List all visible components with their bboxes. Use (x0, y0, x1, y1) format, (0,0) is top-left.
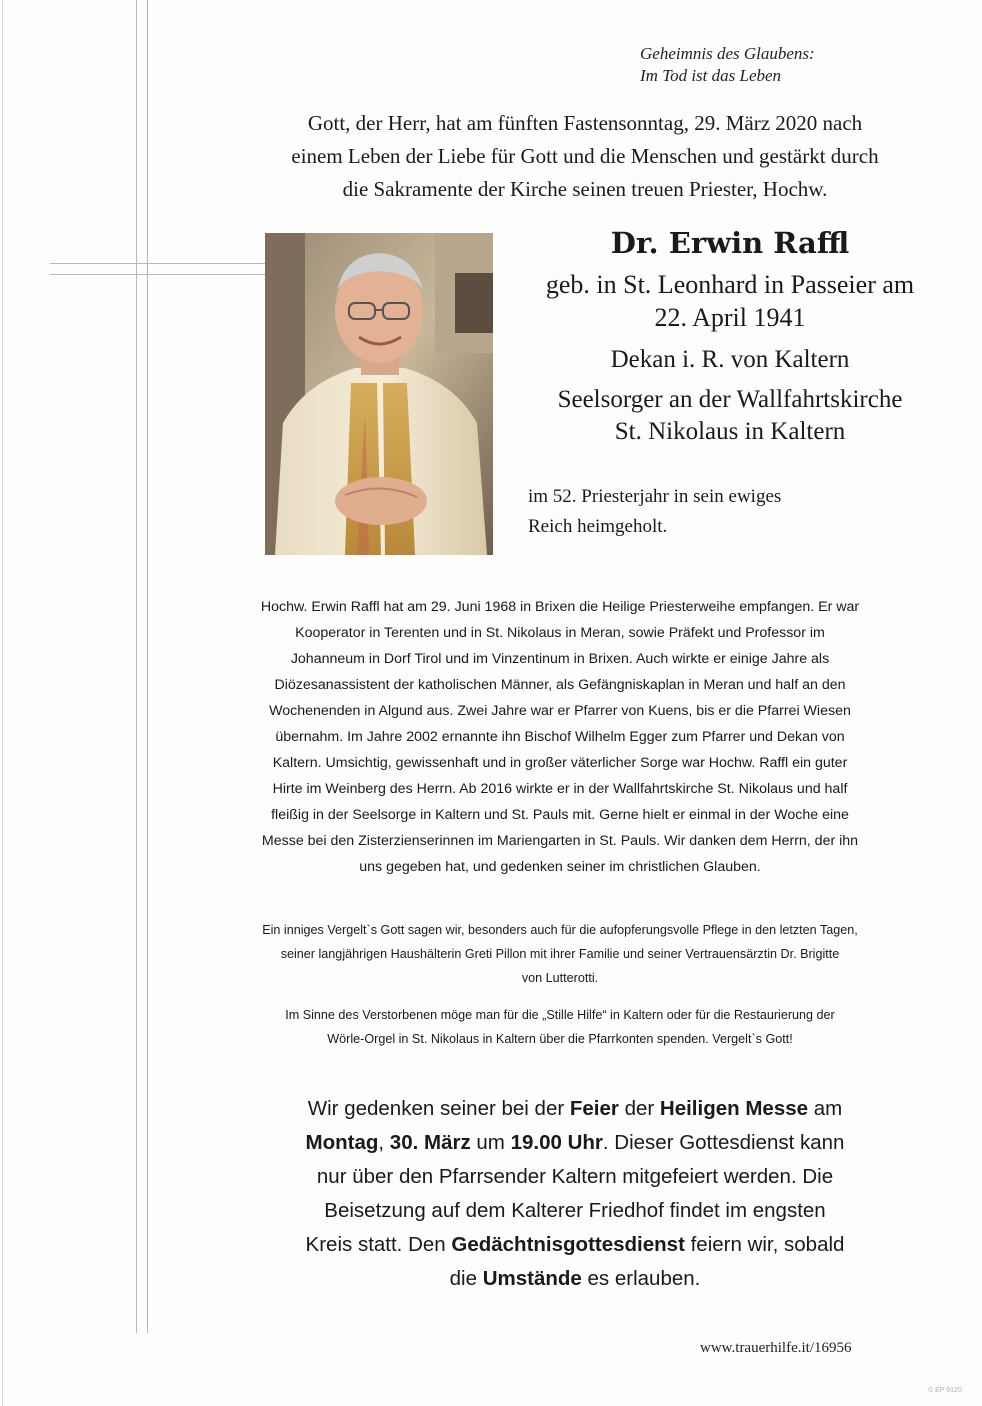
thanks-line: von Lutterotti. (521, 971, 599, 985)
role-info (500, 384, 960, 448)
donation-paragraph (180, 1003, 940, 1051)
role-line: Seelsorger an der Wallfahrtskirche (557, 386, 903, 413)
motto (640, 43, 815, 87)
thanks-line: Ein inniges Vergelt`s Gott sagen wir, besonders auch für die aufopferungsvolle Pflege in den letzten Tagen, (262, 923, 858, 937)
service-line-3: nur über den Pfarrsender Kaltern mitgefeiert werden. Die (316, 1165, 834, 1188)
cross-vertical-line-1 (136, 0, 137, 1333)
motto-line-2: Im Tod ist das Leben (640, 66, 782, 85)
donation-line: Im Sinne des Verstorbenen möge man für die „Stille Hilfe“ in Kaltern oder für die Restaurierung der (285, 1008, 835, 1022)
intro-text (205, 107, 965, 206)
priest-line: Reich heimgeholt. (528, 516, 668, 537)
cross-horizontal-line-1 (50, 263, 270, 264)
cross-vertical-line-2 (147, 0, 148, 1333)
thanks-paragraph (180, 918, 940, 990)
birth-line: 22. April 1941 (654, 303, 806, 332)
thanks-line: seiner langjährigen Haushälterin Greti Pillon mit ihrer Familie und seiner Vertrauensärztin Dr. Brigitte (280, 947, 840, 961)
service-line-6: die Umstände es erlauben. (449, 1267, 701, 1290)
bio-line: Hirte im Weinberg des Herrn. Ab 2016 wirkte er in der Wallfahrtskirche St. Nikolaus und half (272, 781, 848, 797)
service-line-1: Wir gedenken seiner bei der Feier der Heiligen Messe am (307, 1097, 843, 1120)
title-dekan: Dekan i. R. von Kaltern (610, 346, 850, 373)
bio-line: Kaltern. Umsichtig, gewissenhaft und in großer väterlicher Sorge war Hochw. Raffl ein guter (272, 755, 848, 771)
birth-line: geb. in St. Leonhard in Passeier am (545, 270, 915, 299)
bio-line: uns gegeben hat, und gedenken seiner im christlichen Glauben. (359, 859, 761, 875)
print-code: © EP 9120 (928, 1387, 962, 1394)
cross-horizontal-line-2 (50, 274, 270, 275)
role-line: St. Nikolaus in Kaltern (614, 418, 846, 445)
bio-line: Diözesanassistent der katholischen Männer, als Gefängniskaplan in Meran und half an den (274, 677, 846, 693)
service-announcement (195, 1092, 955, 1296)
intro-line: einem Leben der Liebe für Gott und die Menschen und gestärkt durch (291, 144, 879, 168)
intro-line: die Sakramente der Kirche seinen treuen Priester, Hochw. (342, 177, 828, 201)
bio-line: Kooperator in Terenten und in St. Nikolaus in Meran, sowie Präfekt und Professor im (295, 625, 825, 641)
service-line-5: Kreis statt. Den Gedächtnisgottesdienst feiern wir, sobald (305, 1233, 845, 1256)
donation-line: Wörle-Orgel in St. Nikolaus in Kaltern über die Pfarrkonten spenden. Vergelt`s Gott! (327, 1032, 793, 1046)
website-link[interactable]: www.trauerhilfe.it/16956 (700, 1340, 852, 1356)
priest-year-text (528, 482, 781, 542)
bio-line: Wochenenden in Algund aus. Zwei Jahre war er Pfarrer von Kuens, bis er die Pfarrei Wiesen (269, 703, 851, 719)
priest-line: im 52. Priesterjahr in sein ewiges (528, 486, 782, 507)
deceased-name: Dr. Erwin Raffl (610, 226, 850, 260)
bio-line: übernahm. Im Jahre 2002 ernannte ihn Bischof Wilhelm Egger zum Pfarrer und Dekan von (275, 729, 845, 745)
bio-line: Messe bei den Zisterzienserinnen im Mariengarten in St. Pauls. Wir danken dem Herrn, der ihn (261, 833, 859, 849)
page-edge-line (2, 0, 3, 1406)
portrait-illustration (265, 233, 493, 555)
service-line-2: Montag, 30. März um 19.00 Uhr. Dieser Gottesdienst kann (305, 1131, 845, 1154)
deceased-info (500, 224, 960, 448)
bio-line: Johanneum in Dorf Tirol und im Vinzentinum in Brixen. Auch wirkte er einige Jahre als (290, 651, 830, 667)
biography-paragraph (180, 594, 940, 880)
birth-info (500, 268, 960, 334)
bio-line: fleißig in der Seelsorge in Kaltern und St. Pauls mit. Gerne hielt er einmal in der Woche eine (271, 807, 849, 823)
intro-line: Gott, der Herr, hat am fünften Fastensonntag, 29. März 2020 nach (307, 111, 863, 135)
bio-line: Hochw. Erwin Raffl hat am 29. Juni 1968 in Brixen die Heilige Priesterweihe empfangen. Er war (260, 599, 860, 615)
portrait-photo (265, 233, 493, 555)
service-line-4: Beisetzung auf dem Kalterer Friedhof findet im engsten (324, 1199, 826, 1222)
motto-line-1: Geheimnis des Glaubens: (640, 44, 815, 63)
